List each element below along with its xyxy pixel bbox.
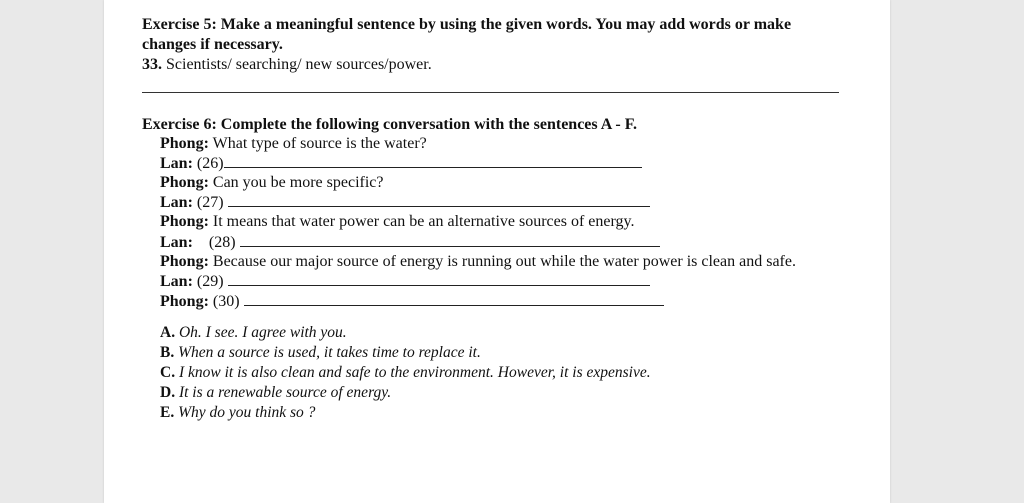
dialogue-line-3 — [160, 174, 384, 192]
option-text: I know it is also clean and safe to the environment. However, it is expensive. — [175, 364, 651, 381]
exercise-5-heading-line-1: Exercise 5: Make a meaningful sentence by using the given words. You may add words or make — [142, 16, 792, 33]
option-text: Oh. I see. I agree with you. — [175, 324, 347, 341]
option-letter: E. — [160, 404, 175, 421]
dialogue-text: (30) — [208, 293, 244, 310]
exercise-6-heading: Exercise 6: Complete the following conversation with the sentences A - F. — [142, 116, 638, 133]
option-letter: B. — [160, 344, 175, 361]
dialogue-text: (28) — [192, 234, 240, 251]
dialogue-line-7 — [160, 253, 796, 271]
answer-blank-27[interactable] — [228, 193, 650, 207]
option-a — [160, 324, 347, 342]
speaker-label: Phong: — [160, 213, 209, 230]
speaker-label: Phong: — [160, 253, 209, 270]
speaker-label: Lan: — [160, 194, 193, 211]
dialogue-text: What type of source is the water? — [208, 135, 427, 152]
option-letter: C. — [160, 364, 176, 381]
speaker-label: Lan: — [160, 273, 193, 290]
answer-blank-28[interactable] — [240, 233, 660, 247]
speaker-label: Phong: — [160, 135, 209, 152]
exercise-5-heading-line-2: changes if necessary. — [142, 36, 283, 53]
dialogue-line-5 — [160, 213, 635, 231]
dialogue-text: (26) — [192, 155, 224, 172]
option-text: When a source is used, it takes time to replace it. — [174, 344, 481, 361]
dialogue-text: Can you be more specific? — [208, 174, 384, 191]
answer-blank-26[interactable] — [224, 154, 642, 168]
dialogue-line-1 — [160, 135, 427, 153]
option-e — [160, 404, 315, 422]
answer-blank-30[interactable] — [244, 292, 664, 306]
option-d — [160, 384, 391, 402]
option-letter: D. — [160, 384, 176, 401]
question-33-text: Scientists/ searching/ new sources/power. — [162, 56, 432, 73]
answer-line-33[interactable] — [142, 92, 839, 93]
speaker-label: Phong: — [160, 293, 209, 310]
option-letter: A. — [160, 324, 176, 341]
dialogue-line-2 — [160, 154, 642, 173]
option-b — [160, 344, 481, 362]
option-text: Why do you think so ? — [174, 404, 316, 421]
dialogue-line-6 — [160, 233, 660, 252]
dialogue-line-4 — [160, 193, 650, 212]
dialogue-line-9 — [160, 292, 664, 311]
speaker-label: Phong: — [160, 174, 209, 191]
dialogue-text: It means that water power can be an alternative sources of energy. — [208, 213, 635, 230]
option-text: It is a renewable source of energy. — [175, 384, 392, 401]
dialogue-text: (29) — [192, 273, 228, 290]
speaker-label: Lan: — [160, 234, 193, 251]
dialogue-line-8 — [160, 272, 650, 291]
question-33-number: 33. — [142, 56, 162, 73]
speaker-label: Lan: — [160, 155, 193, 172]
option-c — [160, 364, 651, 382]
dialogue-text: (27) — [192, 194, 228, 211]
question-33 — [142, 56, 432, 74]
answer-blank-29[interactable] — [228, 272, 650, 286]
dialogue-text: Because our major source of energy is running out while the water power is clean and safe. — [208, 253, 796, 270]
